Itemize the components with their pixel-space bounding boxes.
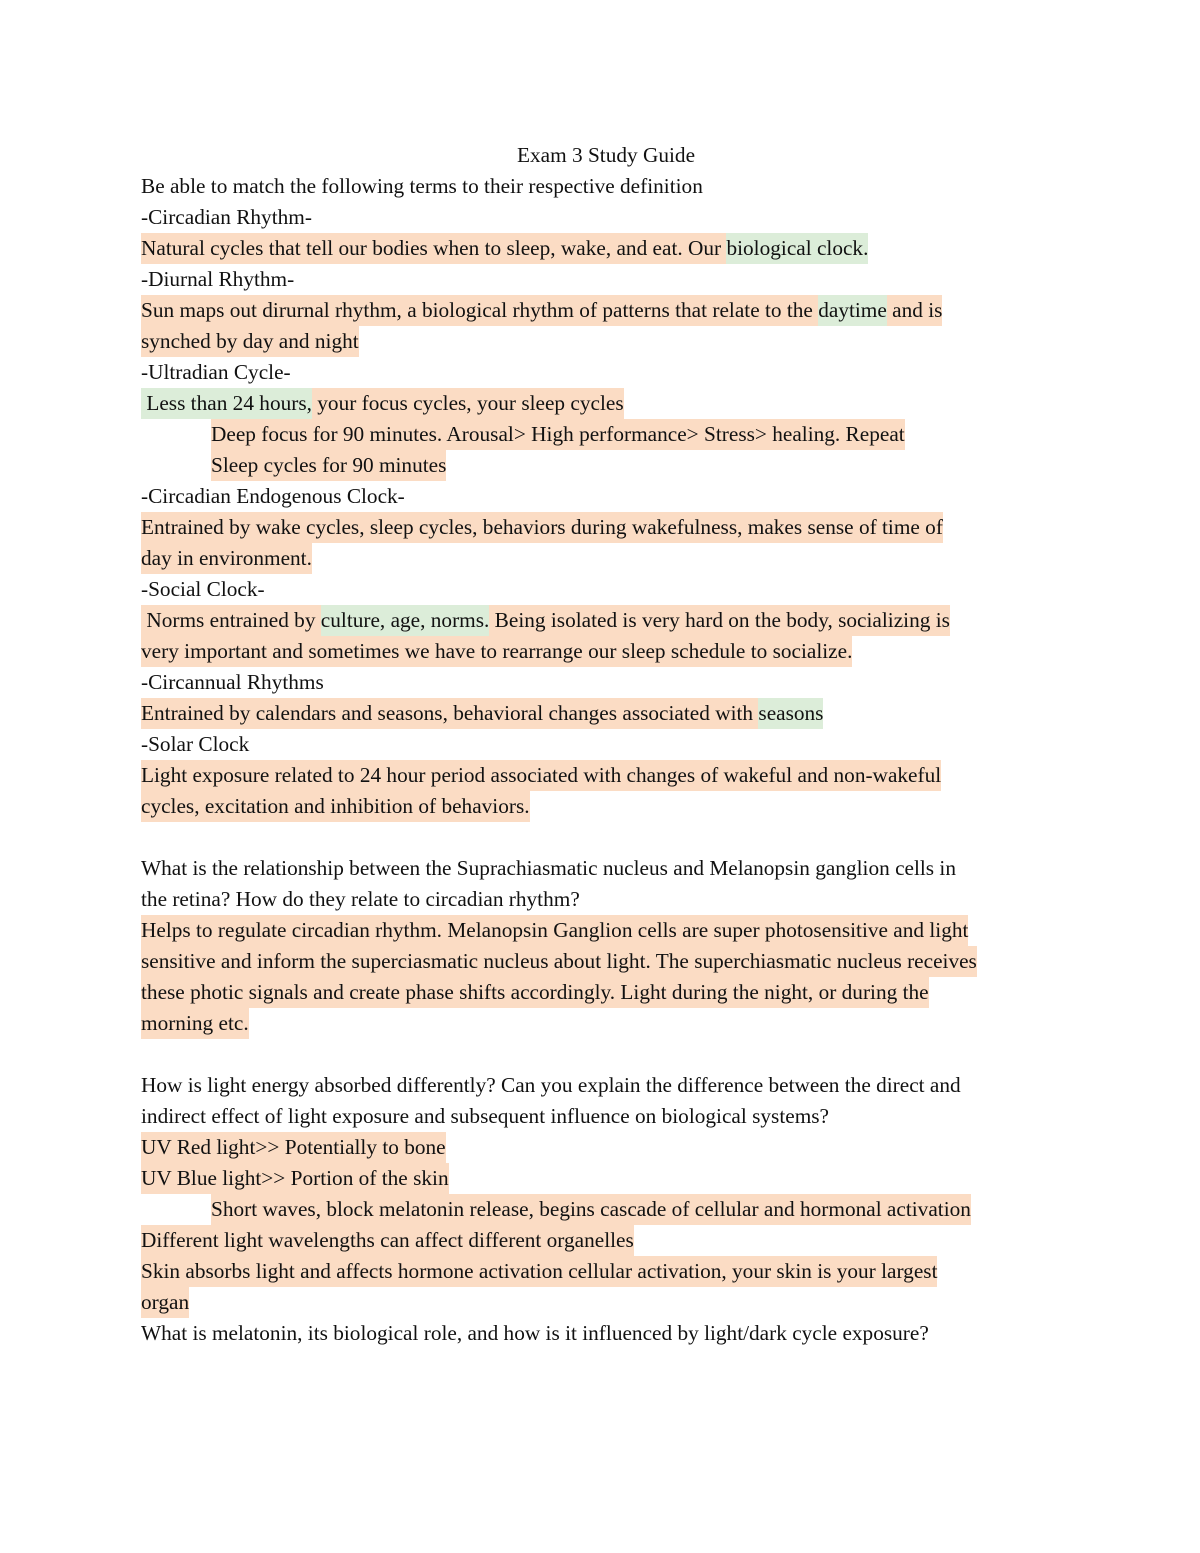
highlight-green-text: culture, age, norms. (321, 605, 490, 636)
text-line (141, 326, 1071, 357)
text-line (141, 481, 1071, 512)
text-line (141, 698, 1071, 729)
highlight-orange-text: Deep focus for 90 minutes. Arousal> High performance> Stress> healing. Repeat (211, 419, 905, 450)
text-line (141, 574, 1071, 605)
text-line (141, 977, 1071, 1008)
highlight-orange-text: these photic signals and create phase shifts accordingly. Light during the night, or during the (141, 977, 929, 1008)
document-title: Exam 3 Study Guide (516, 143, 696, 167)
plain-text: -Circadian Rhythm- (141, 205, 312, 229)
text-line (141, 388, 1071, 419)
text-line (141, 1101, 1071, 1132)
highlight-orange-text: organ (141, 1287, 189, 1318)
highlight-orange-text: Light exposure related to 24 hour period associated with changes of wakeful and non-wakeful (141, 760, 941, 791)
highlight-orange-text: Natural cycles that tell our bodies when to sleep, wake, and eat. Our (141, 233, 726, 264)
text-line (141, 450, 1071, 481)
text-line (141, 264, 1071, 295)
text-line (141, 1008, 1071, 1039)
highlight-orange-text: UV Blue light>> Portion of the skin (141, 1163, 449, 1194)
highlight-orange-text: morning etc. (141, 1008, 249, 1039)
plain-text: -Circannual Rhythms (141, 670, 324, 694)
text-line (141, 791, 1071, 822)
text-line (141, 1225, 1071, 1256)
plain-text: the retina? How do they relate to circadian rhythm? (141, 887, 580, 911)
text-line (141, 760, 1071, 791)
text-line (141, 1194, 1071, 1225)
highlight-green-text: biological clock. (726, 233, 868, 264)
plain-text: What is the relationship between the Suprachiasmatic nucleus and Melanopsin ganglion cells in (141, 856, 956, 880)
document-page (141, 140, 1071, 1349)
text-line (141, 1132, 1071, 1163)
highlight-orange-text: synched by day and night (141, 326, 359, 357)
text-line (141, 357, 1071, 388)
highlight-orange-text: Entrained by calendars and seasons, behavioral changes associated with (141, 698, 758, 729)
text-line (141, 295, 1071, 326)
text-line (141, 233, 1071, 264)
highlight-orange-text: your focus cycles, your sleep cycles (312, 388, 624, 419)
text-line (141, 729, 1071, 760)
text-line (141, 853, 1071, 884)
text-line (141, 1256, 1071, 1287)
plain-text: -Diurnal Rhythm- (141, 267, 295, 291)
document-body (141, 171, 1071, 1349)
highlight-orange-text: UV Red light>> Potentially to bone (141, 1132, 446, 1163)
plain-text: -Social Clock- (141, 577, 265, 601)
text-line (141, 915, 1071, 946)
text-line (141, 171, 1071, 202)
text-line (141, 1318, 1071, 1349)
text-line (141, 1287, 1071, 1318)
highlight-orange-text: Sun maps out dirurnal rhythm, a biological rhythm of patterns that relate to the (141, 295, 818, 326)
highlight-orange-text: Skin absorbs light and affects hormone activation cellular activation, your skin is your largest (141, 1256, 937, 1287)
highlight-orange-text: Norms entrained by (141, 605, 321, 636)
text-line (141, 543, 1071, 574)
highlight-green-text: seasons (758, 698, 823, 729)
highlight-orange-text: Different light wavelengths can affect different organelles (141, 1225, 634, 1256)
blank-line (141, 822, 1071, 853)
plain-text: -Circadian Endogenous Clock- (141, 484, 405, 508)
text-line (141, 946, 1071, 977)
plain-text: -Solar Clock (141, 732, 250, 756)
highlight-orange-text: Entrained by wake cycles, sleep cycles, behaviors during wakefulness, makes sense of time of (141, 512, 943, 543)
highlight-orange-text: Short waves, block melatonin release, begins cascade of cellular and hormonal activation (211, 1194, 971, 1225)
text-line (141, 605, 1071, 636)
text-line (141, 419, 1071, 450)
blank-line (141, 1039, 1071, 1070)
plain-text: Be able to match the following terms to their respective definition (141, 174, 703, 198)
text-line (141, 512, 1071, 543)
highlight-orange-text: day in environment. (141, 543, 312, 574)
text-line (141, 667, 1071, 698)
highlight-green-text: daytime (818, 295, 887, 326)
highlight-orange-text: very important and sometimes we have to rearrange our sleep schedule to socialize. (141, 636, 852, 667)
text-line (141, 1070, 1071, 1101)
plain-text: -Ultradian Cycle- (141, 360, 291, 384)
text-line (141, 884, 1071, 915)
highlight-orange-text: Being isolated is very hard on the body, socializing is (489, 605, 950, 636)
highlight-orange-text: cycles, excitation and inhibition of behaviors. (141, 791, 530, 822)
text-line (141, 636, 1071, 667)
highlight-green-text: Less than 24 hours, (141, 388, 312, 419)
plain-text: What is melatonin, its biological role, and how is it influenced by light/dark cycle exposure? (141, 1321, 929, 1345)
highlight-orange-text: Helps to regulate circadian rhythm. Melanopsin Ganglion cells are super photosensitive and light (141, 915, 968, 946)
text-line (141, 202, 1071, 233)
plain-text: How is light energy absorbed differently? Can you explain the difference between the direct and (141, 1073, 961, 1097)
highlight-orange-text: and is (887, 295, 943, 326)
highlight-orange-text: sensitive and inform the superciasmatic nucleus about light. The superchiasmatic nucleus receives (141, 946, 977, 977)
text-line (141, 1163, 1071, 1194)
highlight-orange-text: Sleep cycles for 90 minutes (211, 450, 446, 481)
plain-text: indirect effect of light exposure and subsequent influence on biological systems? (141, 1104, 830, 1128)
